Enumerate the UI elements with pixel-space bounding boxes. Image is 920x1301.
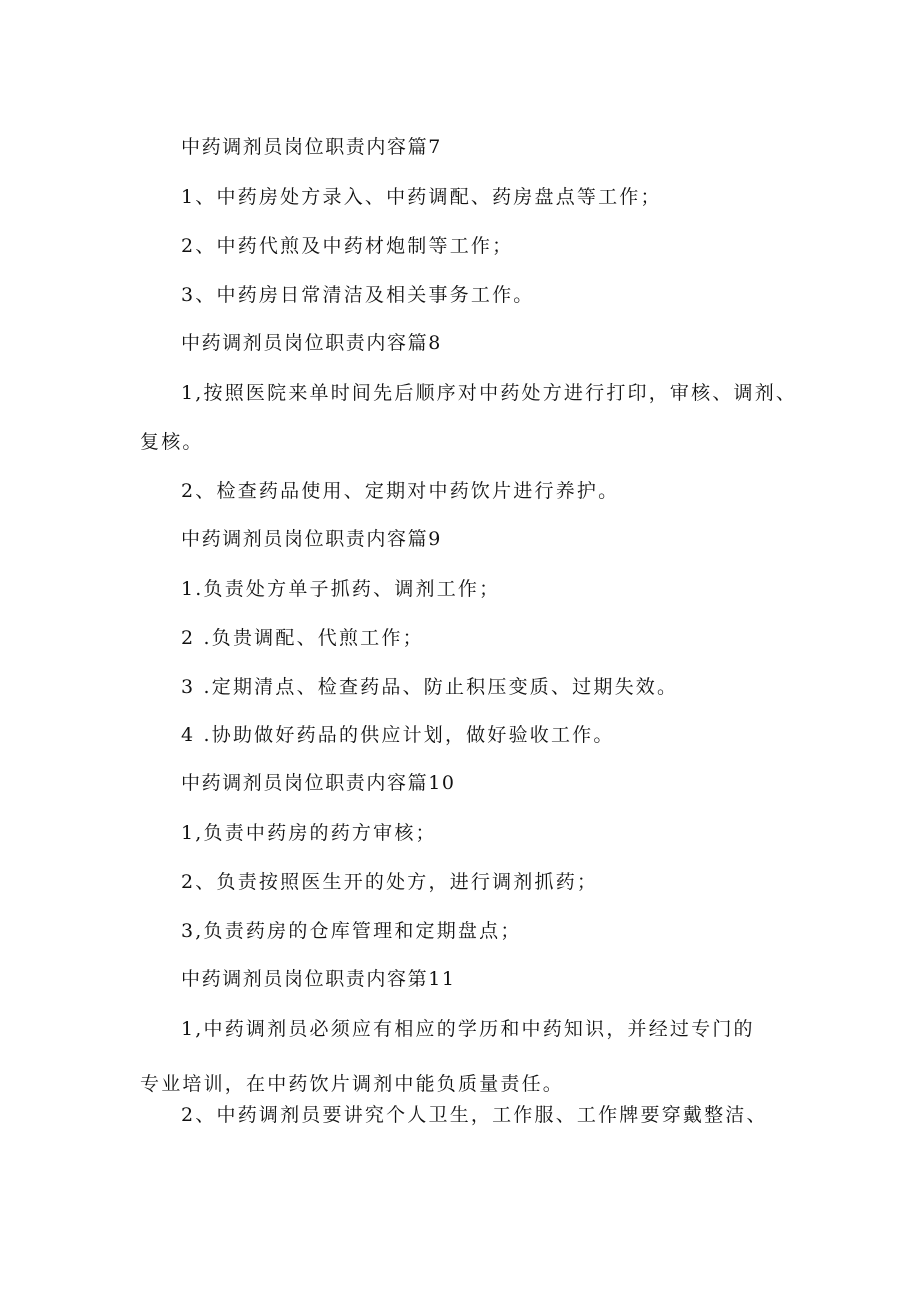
list-item: 1,负责中药房的药方审核； [181, 822, 437, 844]
section-heading: 中药调剂员岗位职责内容篇9 [181, 528, 442, 550]
section-heading: 中药调剂员岗位职责内容篇7 [181, 136, 442, 158]
list-item: 2 .负贵调配、代煎工作； [181, 627, 424, 649]
section-heading: 中药调剂员岗位职责内容篇8 [181, 332, 442, 354]
list-item: 2、中药代煎及中药材炮制等工作； [181, 235, 514, 257]
section-heading: 中药调剂员岗位职责内容第11 [181, 968, 456, 990]
list-item: 2、负责按照医生开的处方，进行调剂抓药； [181, 871, 599, 893]
list-item: 4 .协助做好药品的供应计划，做好验收工作。 [181, 724, 615, 746]
list-item: 3、中药房日常清洁及相关事务工作。 [181, 284, 535, 306]
section-heading: 中药调剂员岗位职责内容篇10 [181, 772, 456, 794]
list-item: 2、中药调剂员要讲究个人卫生，工作服、工作牌要穿戴整洁、 [181, 1104, 768, 1126]
list-item: 1,中药调剂员必须应有相应的学历和中药知识，并经过专门的 [181, 1018, 755, 1040]
list-item-continuation: 复核。 [140, 431, 204, 453]
list-item: 1.负责处方单子抓药、调剂工作； [181, 578, 501, 600]
list-item: 2、检查药品使用、定期对中药饮片进行养护。 [181, 480, 620, 502]
list-item: 1、中药房处方录入、中药调配、药房盘点等工作； [181, 186, 662, 208]
list-item: 3 .定期清点、检查药品、防止积压变质、过期失效。 [181, 676, 679, 698]
list-item: 3,负责药房的仓库管理和定期盘点； [181, 920, 522, 942]
list-item-continuation: 专业培训，在中药饮片调剂中能负质量责任。 [140, 1073, 565, 1095]
list-item: 1,按照医院来单时间先后顺序对中药处方进行打印，审核、调剂、 [181, 382, 798, 404]
